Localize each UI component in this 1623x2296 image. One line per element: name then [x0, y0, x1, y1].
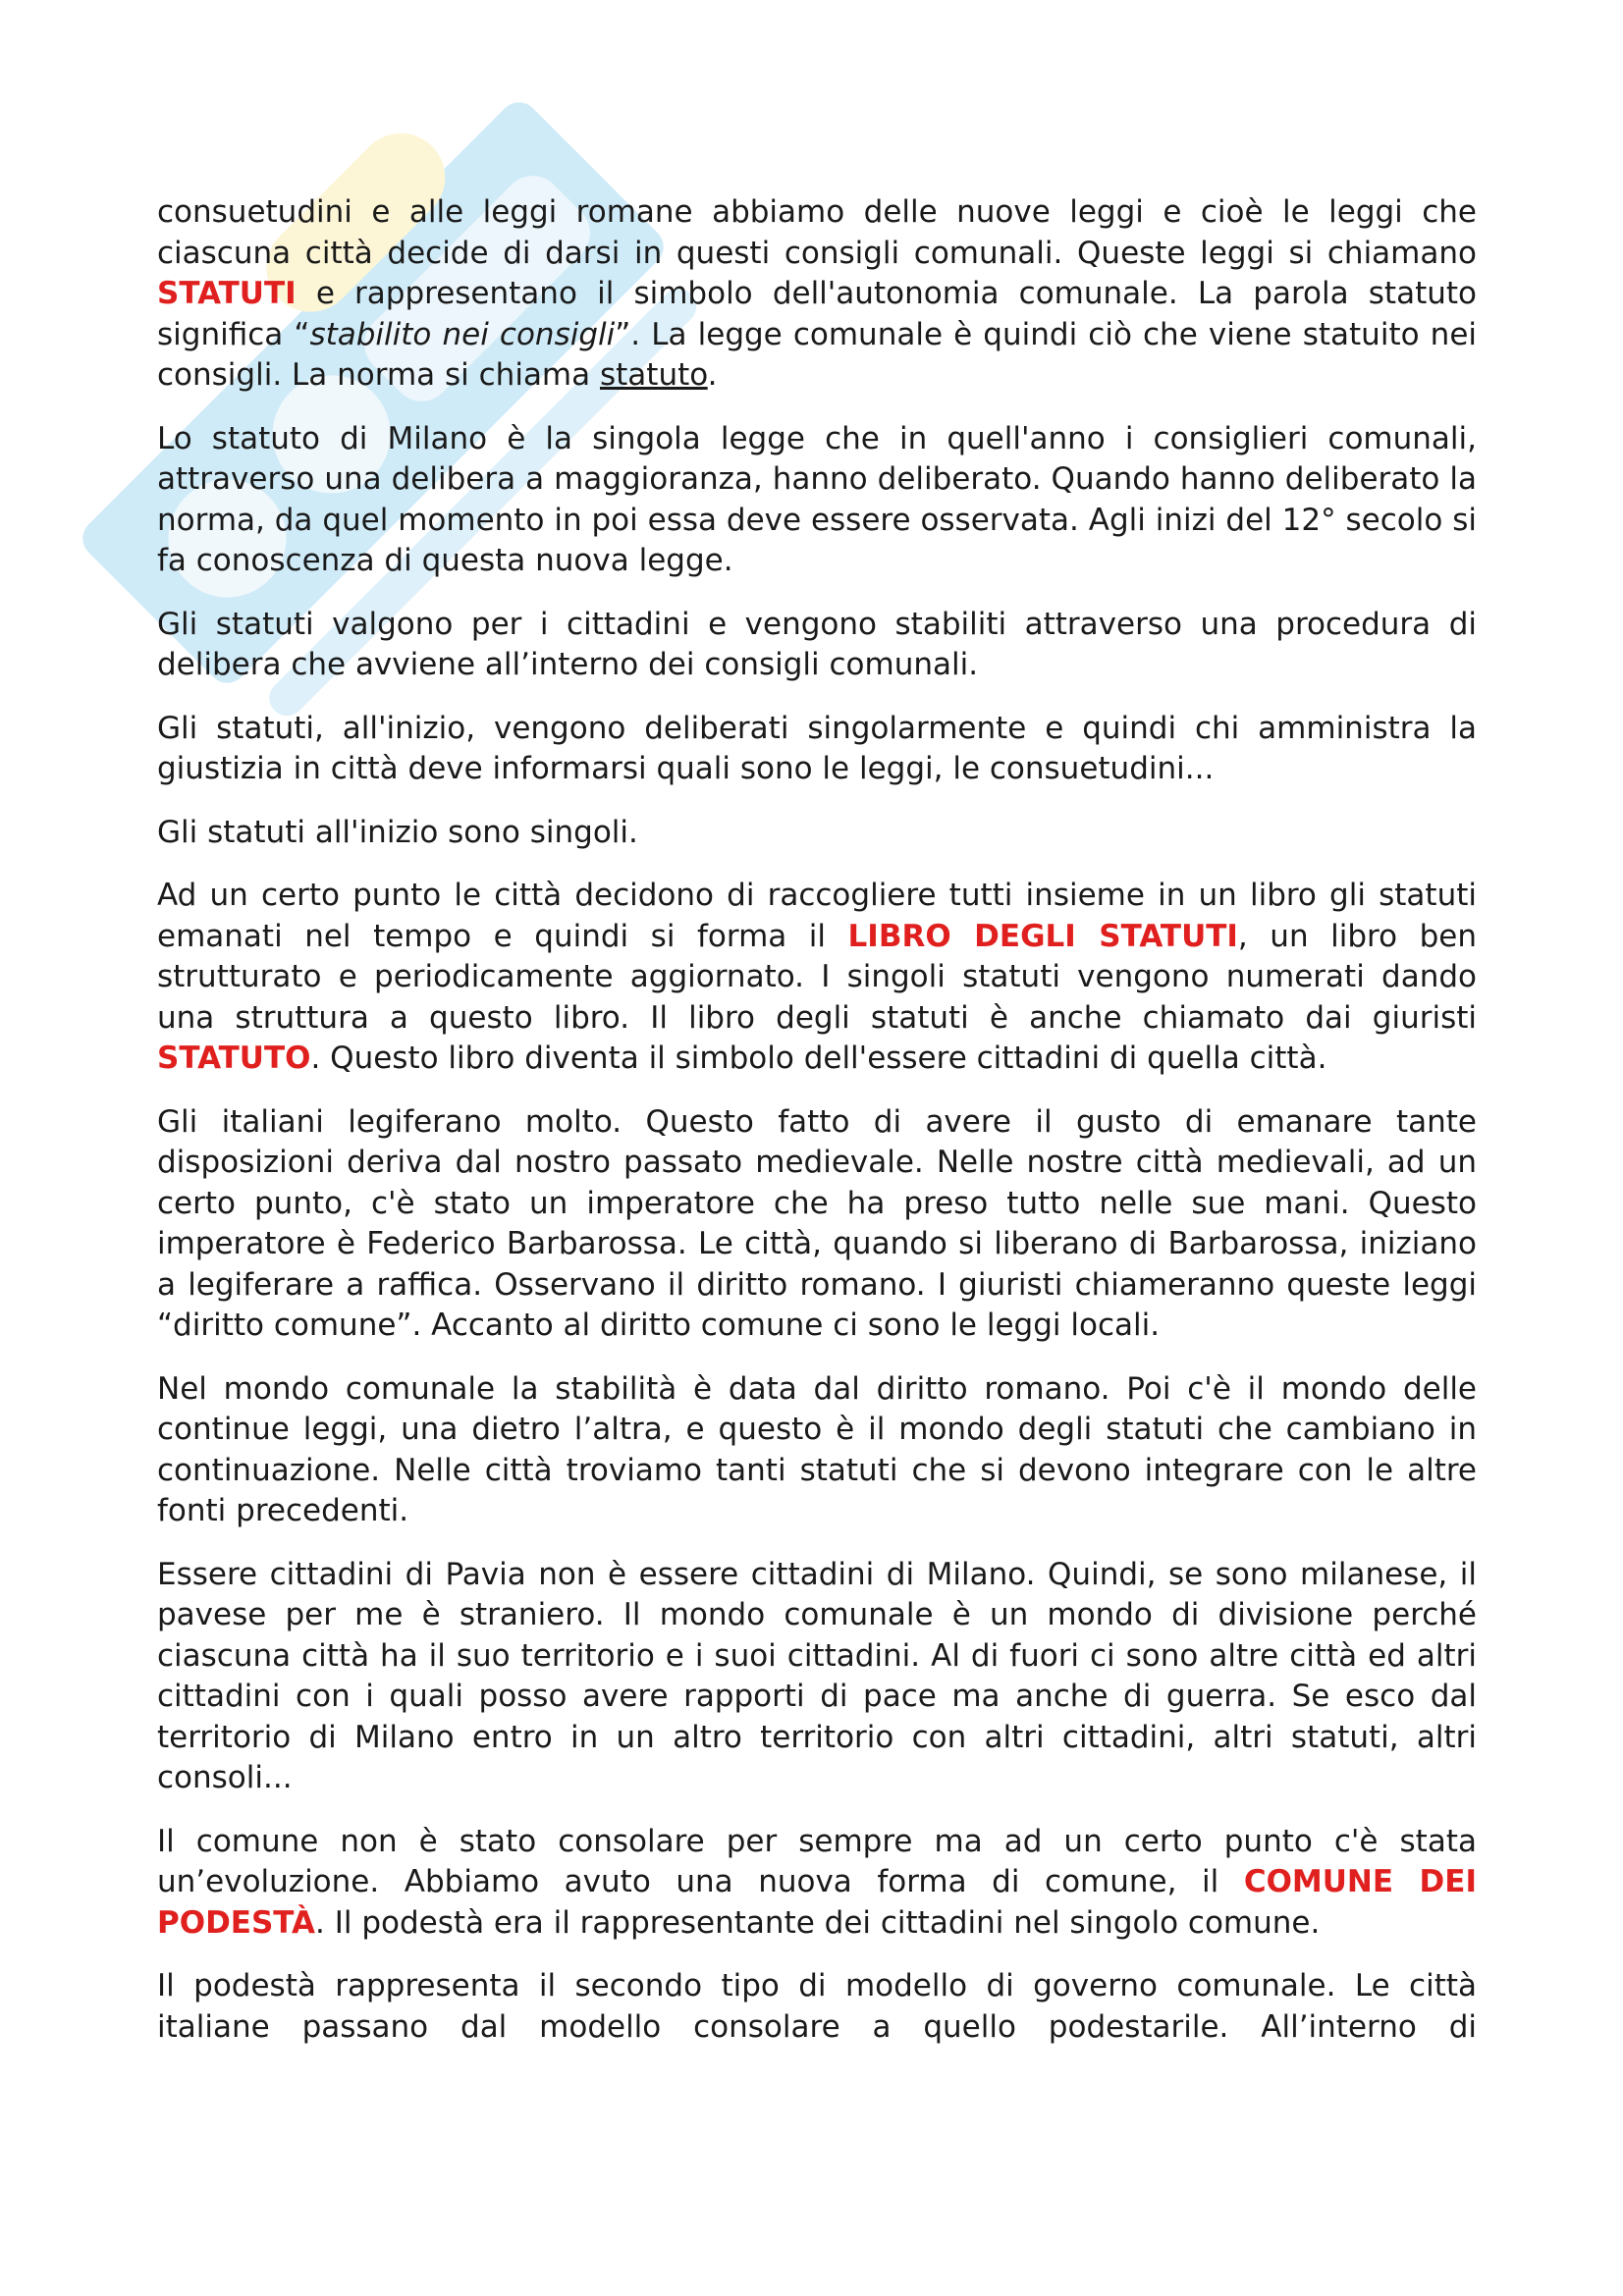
paragraph-6: Ad un certo punto le città decidono di raccogliere tutti insieme in un libro gli statuti emanati nel tempo e quindi si forma il LIBRO DEGLI STATUTI, un libro ben strutturato e periodicamente aggiornato. I singoli statuti vengono numerati dando una struttura a questo libro. Il libro degli statuti è anche chiamato dai giuristi STATUTO. Questo libro diventa il simbolo dell'essere cittadini di quella città. — [157, 878, 1477, 1076]
paragraph-1: consuetudini e alle leggi romane abbiamo delle nuove leggi e cioè le leggi che ciascuna città decide di darsi in questi consigli comunali. Queste leggi si chiamano STATUTI e rappresentano il simbolo dell'autonomia comunale. La parola statuto significa “stabilito nei consigli”. La legge comunale è quindi ciò che viene statuito nei consigli. La norma si chiama statuto. — [157, 194, 1478, 393]
keyword-libro-degli-statuti: LIBRO DEGLI STATUTI — [847, 918, 1238, 954]
paragraph-5: Gli statuti all'inizio sono singoli. — [157, 814, 638, 850]
paragraph-8: Nel mondo comunale la stabilità è data dal diritto romano. Poi c'è il mondo delle continue leggi, una dietro l’altra, e questo è il mondo degli statuti che cambiano in continuazione. Nelle città troviamo tanti statuti che si devono integrare con le altre fonti precedenti. — [157, 1370, 1477, 1528]
paragraph-7: Gli italiani legiferano molto. Questo fatto di avere il gusto di emanare tante disposizioni deriva dal nostro passato medievale. Nelle nostre città medievali, ad un certo punto, c'è stato un imperatore che ha preso tutto nelle sue mani. Questo imperatore è Federico Barbarossa. Le città, quando si liberano di Barbarossa, iniziano a legiferare a raffica. Osservano il diritto romano. I giuristi chiameranno queste leggi “diritto comune”. Accanto al diritto comune ci sono le leggi locali. — [157, 1103, 1477, 1343]
paragraph-2: Lo statuto di Milano è la singola legge che in quell'anno i consiglieri comunali, attraverso una delibera a maggioranza, hanno deliberato. Quando hanno deliberato la norma, da quel momento in poi essa deve essere osservata. Agli inizi del 12° secolo si fa conoscenza di questa nuova legge. — [157, 420, 1477, 578]
underlined-word: statuto — [599, 357, 708, 393]
keyword-statuto: STATUTO — [157, 1041, 311, 1076]
paragraph-4: Gli statuti, all'inizio, vengono deliberati singolarmente e quindi chi amministra la giustizia in città deve informarsi quali sono le leggi, le consuetudini... — [157, 710, 1477, 786]
keyword-statuti: STATUTI — [157, 276, 297, 311]
keyword-comune-dei-podesta: COMUNE DEI PODESTÀ — [157, 1864, 1477, 1941]
paragraph-11: Il podestà rappresenta il secondo tipo di modello di governo comunale. Le città italiane passano dal modello consolare a quello podestarile. All’interno di — [157, 1968, 1477, 2045]
document-body — [157, 192, 1477, 2070]
italic-phrase: stabilito nei consigli — [309, 316, 616, 352]
paragraph-9: Essere cittadini di Pavia non è essere cittadini di Milano. Quindi, se sono milanese, il pavese per me è straniero. Il mondo comunale è un mondo di divisione perché ciascuna città ha il suo territorio e i suoi cittadini. Al di fuori ci sono altre città ed altri cittadini con i quali posso avere rapporti di pace ma anche di guerra. Se esco dal territorio di Milano entro in un altro territorio con altri cittadini, altri statuti, altri consoli... — [157, 1556, 1477, 1795]
paragraph-3: Gli statuti valgono per i cittadini e vengono stabiliti attraverso una procedura di delibera che avviene all’interno dei consigli comunali. — [157, 606, 1477, 682]
paragraph-10: Il comune non è stato consolare per sempre ma ad un certo punto c'è stata un’evoluzione. Abbiamo avuto una nuova forma di comune, il COMUNE DEI PODESTÀ. Il podestà era il rappresentante dei cittadini nel singolo comune. — [157, 1823, 1477, 1941]
